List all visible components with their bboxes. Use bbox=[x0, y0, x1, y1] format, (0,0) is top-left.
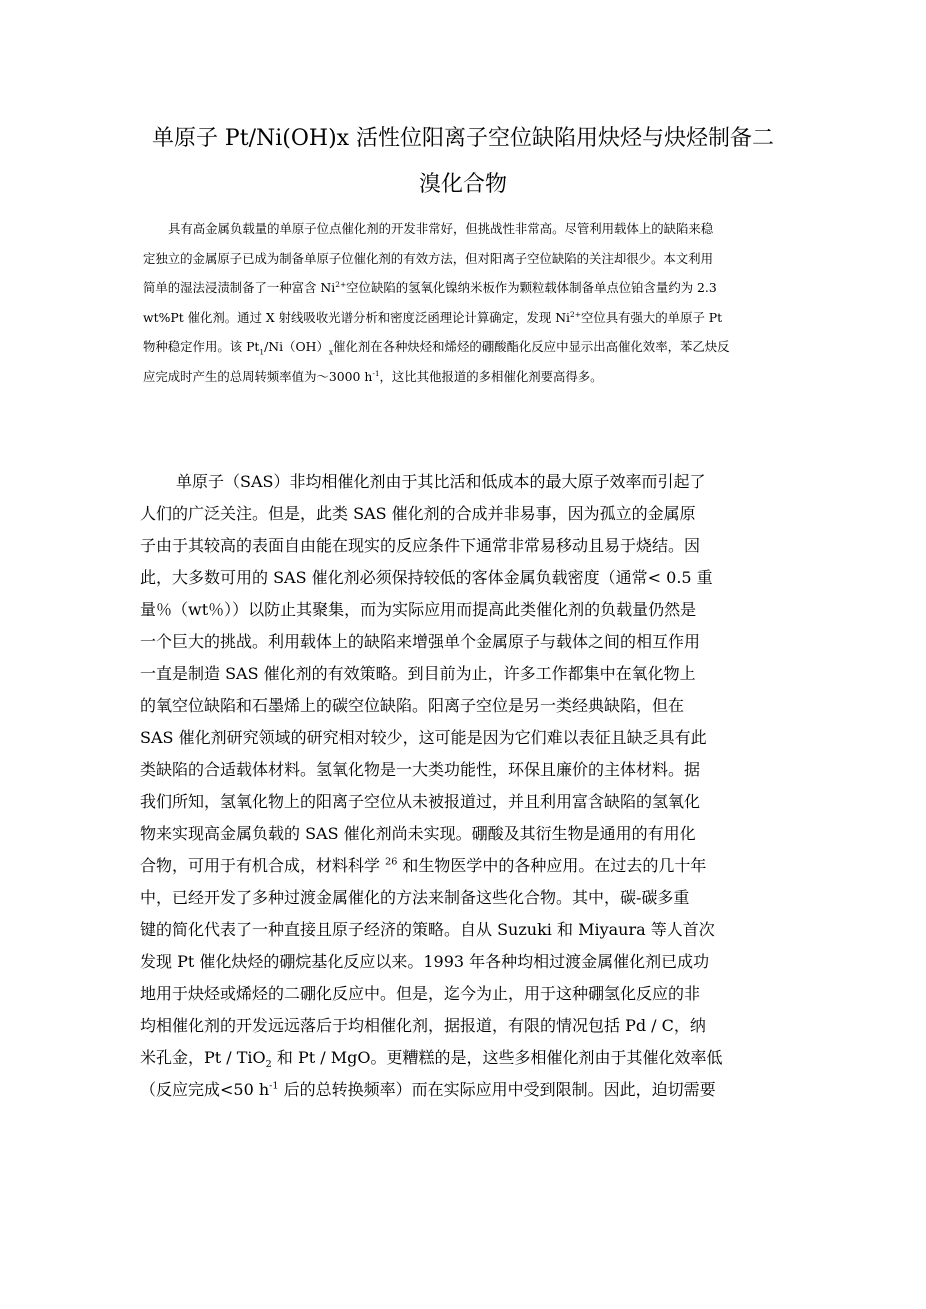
body-line: 物来实现高金属负载的 SAS 催化剂尚未实现。硼酸及其衍生物是通用的有用化 bbox=[140, 824, 696, 843]
paper-title-line-1: 单原子 Pt/Ni(OH)x 活性位阳离子空位缺陷用炔烃与炔烃制备二 bbox=[151, 126, 775, 151]
body-line: 均相催化剂的开发远远落后于均相催化剂，据报道，有限的情况包括 Pd / C，纳 bbox=[140, 1016, 706, 1035]
abstract-line: 物种稳定作用。该 $Pt_1/Ni(OH)_x$催化剂在各种炔烃和烯烃的硼酸酯化反应中显示出高催化效率，苯乙炔反 bbox=[143, 339, 730, 357]
body-line: （反应完成<50 $h^{-1}$ 后的总转换频率）而在实际应用中受到限制。因此，迫切需要 bbox=[140, 1080, 716, 1099]
abstract-line: 应完成时产生的总周转频率值为～3000 $h^{-1}$，这比其他报道的多相催化剂要高得多。 bbox=[143, 368, 603, 384]
body-line: 合物，可用于有机合成，材料科学 $^{26}$ 和生物医学中的各种应用。在过去的几十年 bbox=[140, 856, 707, 875]
body-line: 量％（wt％））以防止其聚集，而为实际应用而提高此类催化剂的负载量仍然是 bbox=[140, 600, 697, 619]
body-line: SAS 催化剂研究领域的研究相对较少，这可能是因为它们难以表征且缺乏具有此 bbox=[140, 728, 707, 747]
body-line: 键的简化代表了一种直接且原子经济的策略。自从 Suzuki 和 Miyaura 等人首次 bbox=[140, 920, 715, 939]
body-line: 米孔金，Pt / TiO$_2$ 和 Pt / MgO。更糟糕的是，这些多相催化剂由于其催化效率低 bbox=[140, 1048, 723, 1071]
body-line: 类缺陷的合适载体材料。氢氧化物是一大类功能性，环保且廉价的主体材料。据 bbox=[140, 760, 701, 779]
body-paragraph bbox=[140, 466, 790, 1106]
abstract-line: 定独立的金属原子已成为制备单原子位催化剂的有效方法，但对阳离子空位缺陷的关注却很少。本文利用 bbox=[143, 250, 713, 266]
body-line: 的氧空位缺陷和石墨烯上的碳空位缺陷。阳离子空位是另一类经典缺陷，但在 bbox=[140, 696, 685, 715]
paper-title-line-2: 溴化合物 bbox=[418, 172, 507, 197]
body-line: 单原子（SAS）非均相催化剂由于其比活和低成本的最大原子效率而引起了 bbox=[176, 472, 706, 491]
body-line: 我们所知，氢氧化物上的阳离子空位从未被报道过，并且利用富含缺陷的氢氧化 bbox=[140, 792, 701, 811]
body-line: 发现 Pt 催化炔烃的硼烷基化反应以来。1993 年各种均相过渡金属催化剂已成功 bbox=[140, 952, 710, 971]
body-line: 一直是制造 SAS 催化剂的有效策略。到目前为止，许多工作都集中在氧化物上 bbox=[140, 664, 696, 683]
body-line: 人们的广泛关注。但是，此类 SAS 催化剂的合成并非易事，因为孤立的金属原 bbox=[140, 504, 696, 523]
body-line: 一个巨大的挑战。利用载体上的缺陷来增强单个金属原子与载体之间的相互作用 bbox=[140, 632, 701, 651]
body-line: 此，大多数可用的 SAS 催化剂必须保持较低的客体金属负载密度（通常< 0.5 重 bbox=[140, 568, 713, 587]
abstract-line: wt%Pt 催化剂。通过 X 射线吸收光谱分析和密度泛函理论计算确定，发现 $Ni^{2+}$空位具有强大的单原子 Pt bbox=[143, 309, 723, 325]
body-line: 子由于其较高的表面自由能在现实的反应条件下通常非常易移动且易于烧结。因 bbox=[140, 536, 701, 555]
abstract-line: 具有高金属负载量的单原子位点催化剂的开发非常好，但挑战性非常高。尽管利用载体上的缺陷来稳 bbox=[168, 221, 714, 236]
body-line: 中，已经开发了多种过渡金属催化的方法来制备这些化合物。其中，碳-碳多重 bbox=[140, 888, 690, 907]
abstract-line: 简单的湿法浸渍制备了一种富含 $Ni^{2+}$空位缺陷的氢氧化镍纳米板作为颗粒载体制备单点位铂含量约为 2.3 bbox=[143, 279, 717, 295]
body-line: 地用于炔烃或烯烃的二硼化反应中。但是，迄今为止，用于这种硼氢化反应的非 bbox=[140, 984, 701, 1003]
abstract-paragraph bbox=[143, 214, 786, 391]
